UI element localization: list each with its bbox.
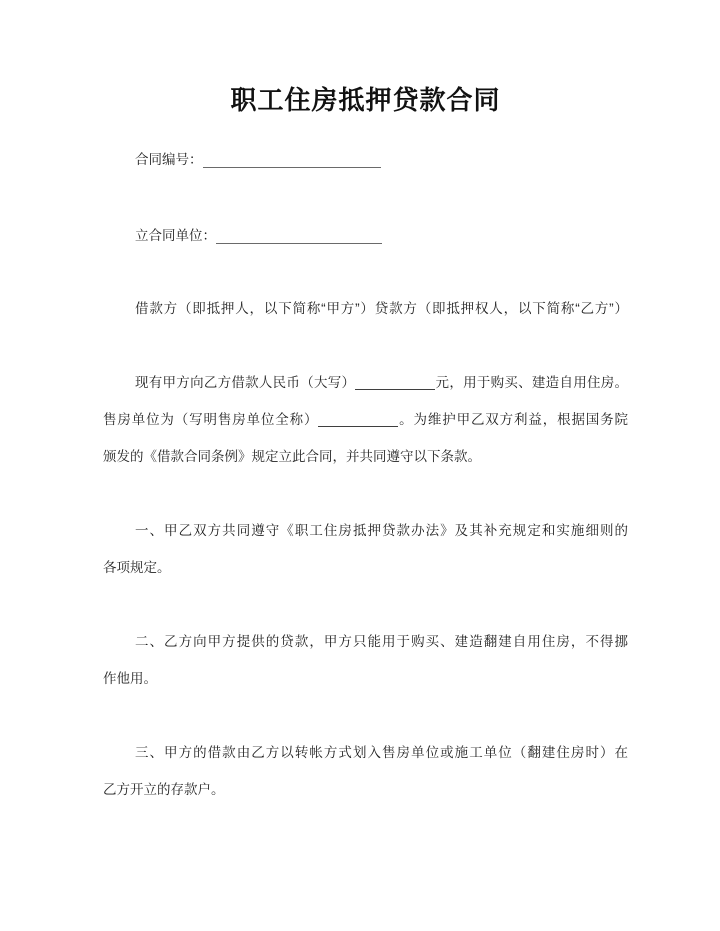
text-line <box>103 290 628 327</box>
text-line <box>103 549 628 586</box>
text-segment: 元，用于购买、建造自用住房。 <box>435 375 629 390</box>
paragraph-clause-3 <box>103 734 628 808</box>
paragraph-clause-1 <box>103 512 628 586</box>
text-segment: 现有甲方向乙方借款人民币（大写） <box>135 375 356 390</box>
contract-number-label: 合同编号： <box>135 152 203 167</box>
contract-unit-label: 立合同单位： <box>135 228 216 243</box>
text-line <box>103 401 628 438</box>
contract-unit-blank <box>216 228 382 244</box>
paragraph-clause-2 <box>103 623 628 697</box>
text-line <box>103 364 628 401</box>
text-segment: 乙方开立的存款户。 <box>103 782 225 797</box>
paragraph-parties <box>103 290 628 327</box>
text-segment: 借款方（即抵押人，以下简称“甲方”）贷款方（即抵押权人，以下简称“乙方”） <box>135 301 628 316</box>
text-segment: 一、甲乙双方共同遵守《职工住房抵押贷款办法》及其补充规定和实施细则的 <box>135 523 628 538</box>
contract-unit-field <box>103 225 628 247</box>
text-segment: 二、乙方向甲方提供的贷款，甲方只能用于购买、建造翻建自用住房，不得挪 <box>135 634 628 649</box>
text-line <box>103 660 628 697</box>
text-segment: 颁发的《借款合同条例》规定立此合同，并共同遵守以下条款。 <box>103 449 481 464</box>
paragraph-loan-purpose <box>103 364 628 475</box>
fill-in-blank <box>318 413 398 427</box>
text-line <box>103 734 628 771</box>
document-title: 职工住房抵押贷款合同 <box>230 85 501 115</box>
text-segment: 三、甲方的借款由乙方以转帐方式划入售房单位或施工单位（翻建住房时）在 <box>135 745 628 760</box>
fill-in-blank <box>355 376 435 390</box>
text-line <box>103 438 628 475</box>
text-segment: 各项规定。 <box>103 560 171 575</box>
text-line <box>103 623 628 660</box>
contract-number-blank <box>203 152 381 168</box>
contract-number-field <box>103 149 628 171</box>
text-line <box>103 512 628 549</box>
text-segment: 作他用。 <box>103 671 157 686</box>
text-segment: 。为维护甲乙双方利益，根据国务院 <box>398 412 629 427</box>
document-body <box>103 290 628 808</box>
text-segment: 售房单位为（写明售房单位全称） <box>103 412 319 427</box>
text-line <box>103 771 628 808</box>
